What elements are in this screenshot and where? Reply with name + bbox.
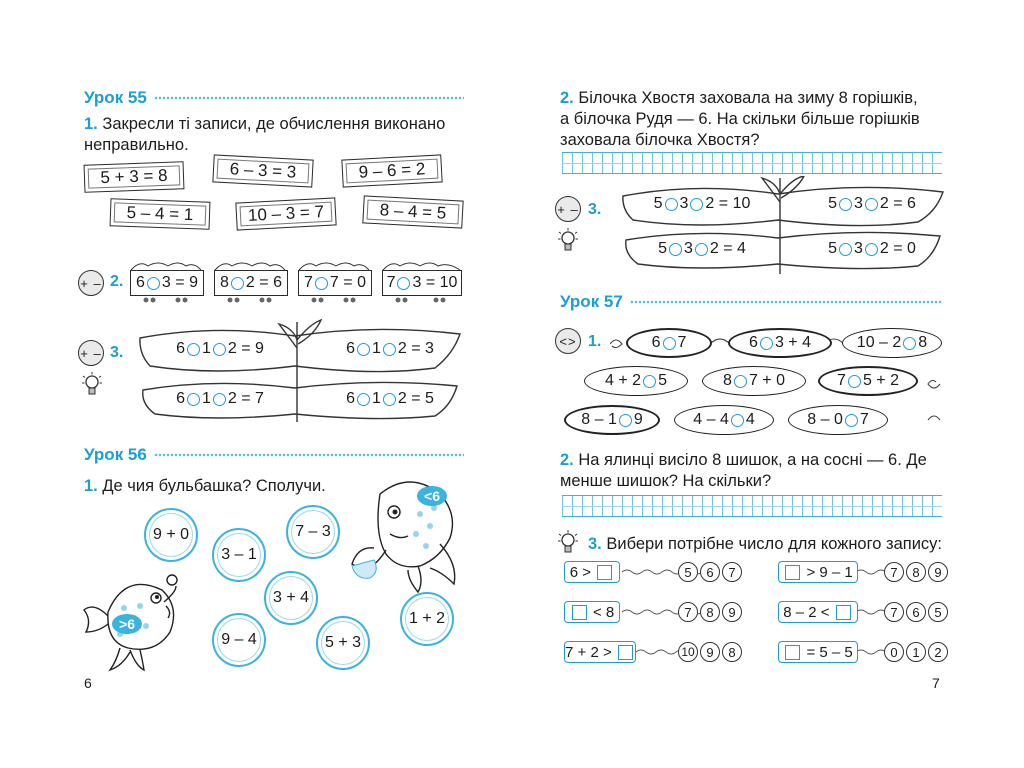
bubble-2[interactable]: 3 – 1 (212, 528, 266, 582)
task-number: 1. (84, 477, 98, 495)
right-page (512, 0, 1024, 768)
compare-oval-8[interactable]: 4 – 4 4 (674, 405, 774, 435)
compare-oval-6[interactable]: 7 5 + 2 (818, 366, 918, 396)
compare-oval-7[interactable]: 8 – 1 9 (564, 405, 660, 435)
task-instruction-cont: заховала білочка Хвостя? (560, 131, 760, 149)
choice-option[interactable]: 5 (928, 602, 948, 622)
lesson-56-divider (154, 453, 464, 457)
page-number: 7 (932, 675, 940, 691)
answer-slot[interactable] (665, 198, 678, 211)
answer-slot[interactable] (397, 277, 410, 290)
task-instruction: На ялинці висіло 8 шишок, а на сосні — 6. Де (578, 451, 927, 469)
lesson-55-divider (154, 96, 464, 100)
answer-slot[interactable] (213, 343, 226, 356)
answer-slot[interactable] (618, 645, 633, 660)
choice-option[interactable]: 5 (678, 562, 698, 582)
leaf-equation-1: 6 1 2 = 9 (176, 340, 264, 357)
compare-oval-1[interactable]: 6 7 (626, 328, 712, 358)
answer-slot[interactable] (848, 375, 861, 388)
lightbulb-icon (558, 530, 578, 558)
bubble-7[interactable]: 1 + 2 (400, 592, 454, 646)
choice-expression-6: = 5 – 5 (778, 641, 858, 663)
choice-option[interactable]: 8 (906, 562, 926, 582)
lightbulb-icon (82, 372, 102, 400)
plus-minus-icon: + – (555, 196, 581, 222)
answer-slot[interactable] (731, 414, 744, 427)
answer-slot[interactable] (690, 198, 703, 211)
task-instruction-cont: неправильно. (84, 136, 189, 154)
compare-oval-9[interactable]: 8 – 0 7 (788, 405, 888, 435)
answer-grid-2[interactable] (562, 495, 942, 517)
choice-option[interactable]: 9 (722, 602, 742, 622)
leaf-equation-3: 6 1 2 = 7 (176, 390, 264, 407)
choice-option[interactable]: 8 (722, 642, 742, 662)
ticket-2[interactable]: 6 – 3 = 3 (212, 154, 313, 187)
compare-signs-icon: <> (555, 328, 581, 354)
choice-option[interactable]: 6 (700, 562, 720, 582)
leaf-equation-4: 6 1 2 = 5 (346, 390, 434, 407)
choice-option[interactable]: 7 (678, 602, 698, 622)
task-number: 3. (588, 535, 602, 553)
task-number: 1. (588, 333, 602, 350)
task-instruction-cont: менше шишок? На скільки? (560, 472, 772, 490)
choice-expression-3: < 8 (564, 601, 620, 623)
cart-3: 7 7 = 0 (298, 270, 372, 296)
ticket-6[interactable]: 8 – 4 = 5 (362, 195, 463, 228)
lesson-57-divider (630, 300, 942, 304)
choice-option[interactable]: 1 (906, 642, 926, 662)
lesson-55-title: Урок 55 (84, 88, 147, 107)
task-57-3-text (588, 534, 968, 555)
choice-option[interactable]: 2 (928, 642, 948, 662)
task-55-1-text (84, 114, 484, 156)
lesson-57-title: Урок 57 (560, 292, 623, 311)
ticket-4[interactable]: 5 – 4 = 1 (110, 198, 211, 229)
compare-oval-5[interactable]: 8 7 + 0 (702, 366, 806, 396)
task-number: 3. (588, 201, 602, 218)
answer-slot[interactable] (619, 414, 632, 427)
choice-expression-4: 8 – 2 < (778, 601, 858, 623)
task-number: 2. (560, 451, 574, 469)
answer-slot[interactable] (845, 414, 858, 427)
task-instruction: Білочка Хвостя заховала на зиму 8 горішків, (578, 89, 918, 107)
answer-slot[interactable] (865, 198, 878, 211)
ticket-1[interactable]: 5 + 3 = 8 (84, 161, 185, 192)
answer-slot[interactable] (836, 605, 851, 620)
compare-oval-4[interactable]: 4 + 2 5 (584, 366, 688, 396)
cart-1: 6 3 = 9 (130, 270, 204, 296)
answer-slot[interactable] (383, 393, 396, 406)
choice-option[interactable]: 7 (722, 562, 742, 582)
answer-slot[interactable] (357, 343, 370, 356)
task-instruction: Вибери потрібне число для кожного запису: (606, 535, 942, 553)
ticket-5[interactable]: 10 – 3 = 7 (235, 197, 336, 230)
bubble-3[interactable]: 7 – 3 (286, 505, 340, 559)
fish-left-label: >6 (112, 614, 142, 634)
task-57-2-text (560, 450, 970, 492)
answer-slot[interactable] (187, 393, 200, 406)
answer-slot[interactable] (695, 243, 708, 256)
choice-option[interactable]: 8 (700, 602, 720, 622)
answer-slot[interactable] (734, 375, 747, 388)
choice-option[interactable]: 0 (884, 642, 904, 662)
plant-stem (618, 176, 948, 276)
task-56-2-text (560, 88, 960, 151)
fish-right-illustration (350, 474, 470, 594)
plus-minus-icon: + – (78, 270, 104, 296)
answer-slot[interactable] (669, 243, 682, 256)
task-number: 2. (560, 89, 574, 107)
choice-option[interactable]: 10 (678, 642, 698, 662)
choice-expression-5: 7 + 2 > (564, 641, 636, 663)
choice-list (552, 560, 952, 680)
task-instruction: Закресли ті записи, де обчислення виконано (102, 115, 446, 133)
choice-expression-1: 6 > (564, 561, 620, 583)
answer-slot[interactable] (597, 565, 612, 580)
answer-slot[interactable] (663, 337, 676, 350)
cart-2: 8 2 = 6 (214, 270, 288, 296)
answer-grid-1[interactable] (562, 152, 942, 174)
task-instruction: Де чия бульбашка? Сполучи. (102, 477, 326, 495)
leaf-equation-2: 5 3 2 = 6 (828, 195, 916, 212)
choice-option[interactable]: 7 (884, 562, 904, 582)
lesson-56-title: Урок 56 (84, 445, 147, 464)
choice-expression-2: > 9 – 1 (778, 561, 858, 583)
fish-right-label: <6 (417, 486, 447, 506)
task-instruction-cont: а білочка Рудя — 6. На скільки більше горішків (560, 110, 920, 128)
answer-slot[interactable] (785, 565, 800, 580)
leaf-equation-1: 5 3 2 = 10 (653, 195, 751, 212)
answer-slot[interactable] (572, 605, 587, 620)
answer-slot[interactable] (903, 337, 916, 350)
answer-slot[interactable] (315, 277, 328, 290)
cart-4: 7 3 = 10 (382, 270, 462, 296)
bubble-4[interactable]: 3 + 4 (264, 571, 318, 625)
answer-slot[interactable] (865, 243, 878, 256)
answer-slot[interactable] (839, 198, 852, 211)
choice-option[interactable]: 7 (884, 602, 904, 622)
ticket-3[interactable]: 9 – 6 = 2 (341, 154, 442, 187)
leaf-equation-2: 6 1 2 = 3 (346, 340, 434, 357)
answer-slot[interactable] (213, 393, 226, 406)
answer-slot[interactable] (357, 393, 370, 406)
plus-minus-icon: + – (78, 340, 104, 366)
page-number: 6 (84, 675, 92, 691)
answer-slot[interactable] (147, 277, 160, 290)
compare-oval-3[interactable]: 10 – 2 8 (842, 328, 942, 358)
task-number: 1. (84, 115, 98, 133)
choice-option[interactable]: 9 (928, 562, 948, 582)
answer-slot[interactable] (383, 343, 396, 356)
choice-option[interactable]: 9 (700, 642, 720, 662)
carts-row (128, 256, 468, 304)
answer-slot[interactable] (760, 337, 773, 350)
answer-slot[interactable] (785, 645, 800, 660)
task-56-1-text (84, 476, 384, 497)
task-number: 2. (110, 273, 124, 290)
leaf-equation-4: 5 3 2 = 0 (828, 240, 916, 257)
task-number: 3. (110, 344, 124, 361)
bubble-6[interactable]: 5 + 3 (316, 616, 370, 670)
lightbulb-icon (558, 228, 578, 256)
leaf-equation-3: 5 3 2 = 4 (658, 240, 746, 257)
bubble-5[interactable]: 9 – 4 (212, 613, 266, 667)
answer-slot[interactable] (839, 243, 852, 256)
bubble-1[interactable]: 9 + 0 (144, 508, 198, 562)
compare-oval-2[interactable]: 6 3 + 4 (728, 328, 832, 358)
answer-slot[interactable] (643, 375, 656, 388)
answer-slot[interactable] (231, 277, 244, 290)
choice-option[interactable]: 6 (906, 602, 926, 622)
answer-slot[interactable] (187, 343, 200, 356)
